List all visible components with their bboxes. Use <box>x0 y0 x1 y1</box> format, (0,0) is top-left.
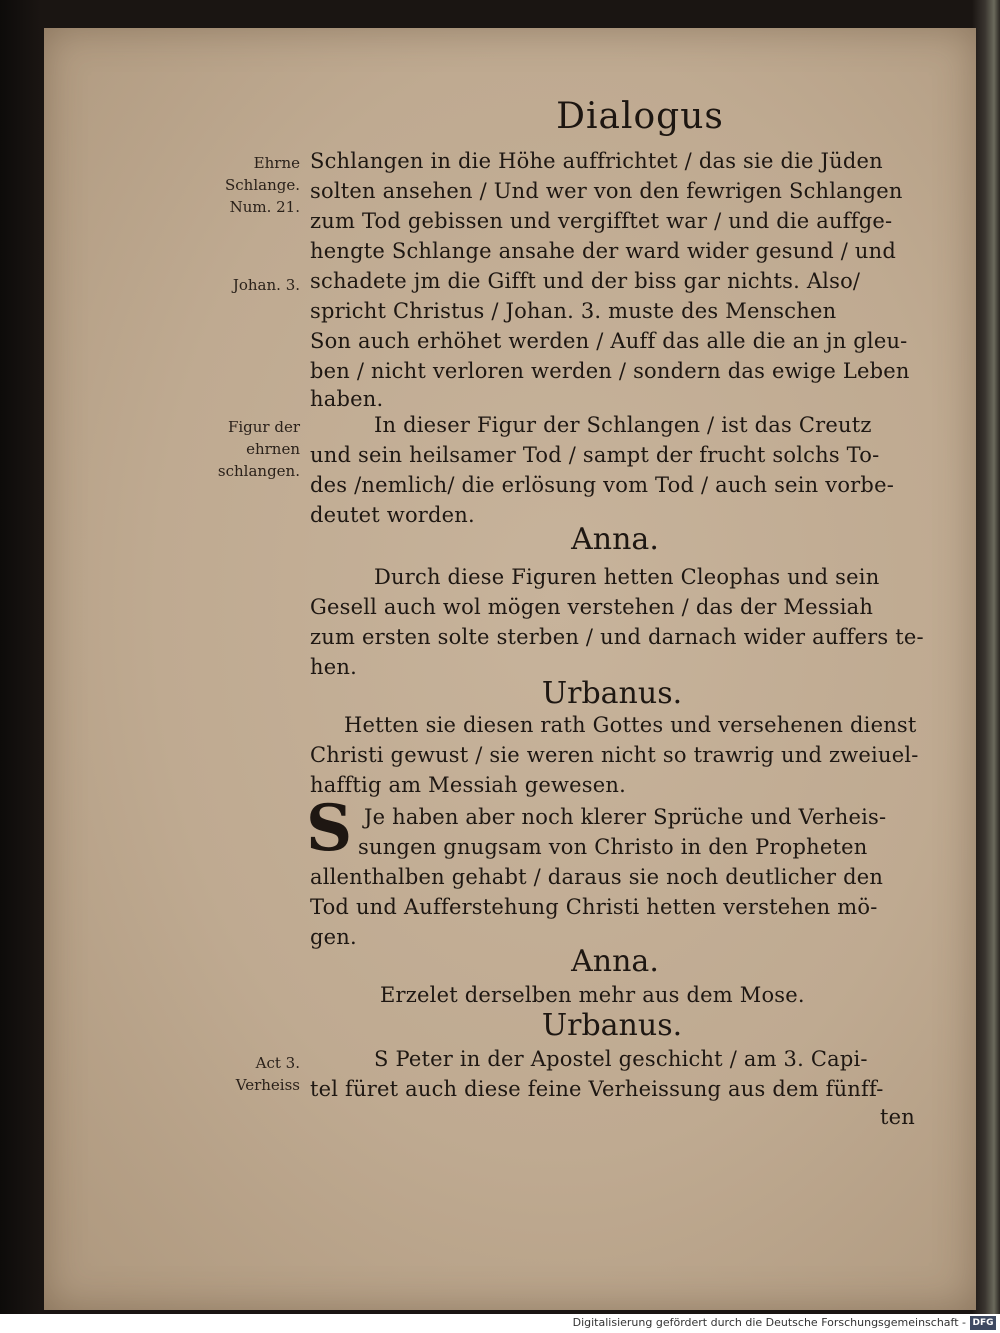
text-line: und sein heilsamer Tod / sampt der frucht solchs To- <box>310 443 880 467</box>
speaker-heading: Urbanus. <box>541 676 683 711</box>
text-line: hafftig am Messiah gewesen. <box>310 773 626 797</box>
margin-note-act <box>190 1052 300 1096</box>
catchword: ten <box>880 1105 915 1129</box>
text-line: solten ansehen / Und wer von den fewrigen Schlangen <box>310 179 903 203</box>
margin-note-line: Schlange. <box>225 176 300 194</box>
speaker-heading: Anna. <box>571 944 659 979</box>
footer-credit: Digitalisierung gefördert durch die Deutsche Forschungsgemeinschaft - <box>572 1316 966 1329</box>
text-line: sungen gnugsam von Christo in den Propheten <box>358 835 868 859</box>
text-line: gen. <box>310 925 357 949</box>
text-line: Je haben aber noch klerer Sprüche und Verheis- <box>364 805 887 829</box>
text-line: Durch diese Figuren hetten Cleophas und sein <box>374 565 880 589</box>
margin-note-line: Verheiss <box>235 1076 300 1094</box>
text-line: zum ersten solte sterben / und darnach wider auffers te- <box>310 625 924 649</box>
margin-note-line: Johan. 3. <box>232 276 300 294</box>
text-line: Christi gewust / sie weren nicht so trawrig und zweiuel- <box>310 743 919 767</box>
text-line: schadete jm die Gifft und der biss gar nichts. Also/ <box>310 269 861 293</box>
margin-note-line: schlangen. <box>217 462 300 480</box>
text-line: allenthalben gehabt / daraus sie noch deutlicher den <box>310 865 884 889</box>
text-line: haben. <box>310 387 384 411</box>
dfg-logo: DFG <box>970 1316 996 1330</box>
margin-note-line: ehrnen <box>246 440 300 458</box>
text-line: zum Tod gebissen und vergifftet war / und die auffge- <box>310 209 893 233</box>
margin-note-line: Act 3. <box>255 1054 300 1072</box>
margin-note-line: Figur der <box>227 418 300 436</box>
text-line: ben / nicht verloren werden / sondern das ewige Leben <box>310 359 910 383</box>
text-line: des /nemlich/ die erlösung vom Tod / auch sein vorbe- <box>310 473 894 497</box>
text-line: S Peter in der Apostel geschicht / am 3. Capi- <box>374 1047 868 1071</box>
text-line: In dieser Figur der Schlangen / ist das Creutz <box>374 413 872 437</box>
text-line: hengte Schlange ansahe der ward wider gesund / und <box>310 239 896 263</box>
text-line: Schlangen in die Höhe auffrichtet / das sie die Jüden <box>310 149 883 173</box>
text-line: Son auch erhöhet werden / Auff das alle die an jn gleu- <box>310 329 908 353</box>
text-line: deutet worden. <box>310 503 475 527</box>
text-line: spricht Christus / Johan. 3. muste des Menschen <box>310 299 837 323</box>
speaker-heading: Urbanus. <box>541 1008 683 1043</box>
margin-note-ehrne-schlange <box>190 152 300 218</box>
running-head: Dialogus <box>556 96 724 137</box>
margin-note-figur <box>190 416 300 482</box>
margin-note-line: Num. 21. <box>229 198 300 216</box>
text-line: hen. <box>310 655 357 679</box>
subline: Erzelet derselben mehr aus dem Mose. <box>380 983 805 1007</box>
decorated-initial: S <box>306 791 353 866</box>
margin-note-line: Ehrne <box>253 154 300 172</box>
speaker-heading: Anna. <box>571 522 659 557</box>
text-line: tel füret auch diese feine Verheissung aus dem fünff- <box>310 1077 884 1101</box>
footer-bar <box>0 1314 1000 1333</box>
margin-note-johan <box>190 274 300 296</box>
text-line: Hetten sie diesen rath Gottes und versehenen dienst <box>344 713 917 737</box>
text-line: Gesell auch wol mögen verstehen / das der Messiah <box>310 595 874 619</box>
text-line: Tod und Aufferstehung Christi hetten verstehen mö- <box>310 895 878 919</box>
